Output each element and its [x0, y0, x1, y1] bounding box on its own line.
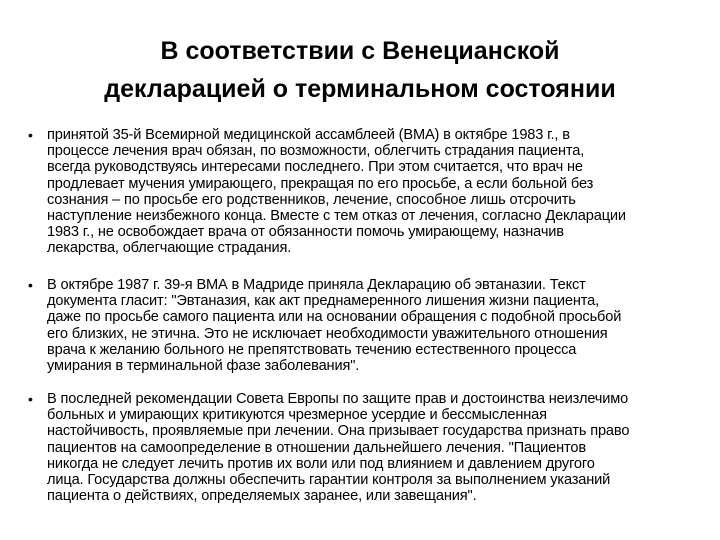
- paragraph-text: [47, 391, 629, 504]
- text-line: В октябре 1987 г. 39-я ВМА в Мадриде приняла Декларацию об эвтаназии. Текст: [47, 277, 586, 293]
- text-line: его близких, не этична. Это не исключает необходимости уважительного отношения: [47, 325, 608, 342]
- text-line: лица. Государства должны обеспечить гарантии контроля за выполнением указаний: [47, 472, 611, 489]
- bullet-icon: •: [28, 391, 33, 407]
- bullet-icon: •: [28, 127, 33, 143]
- text-line: настойчивость, проявляемые при лечении. Она призывает государства признать право: [47, 423, 630, 440]
- text-line: сознания – по просьбе его родственников, лечение, способное лишь отсрочить: [47, 191, 576, 208]
- paragraph-text: [47, 127, 626, 257]
- text-line: умирания в терминальной фазе заболевания".: [47, 358, 360, 375]
- text-line: никогда не следует лечить против их воли или под влиянием и давлением другого: [47, 455, 595, 472]
- text-line: 1983 г., не освобождает врача от обязанности помочь умирающему, назначив: [47, 224, 564, 241]
- text-line: продлевает мучения умирающего, прекращая по его просьбе, а если больной без: [47, 175, 594, 192]
- text-line: процессе лечения врач обязан, по возможности, облегчить страдания пациента,: [47, 143, 585, 160]
- text-line: В последней рекомендации Совета Европы по защите прав и достоинства неизлечимо: [47, 391, 629, 407]
- slide-title: [0, 32, 720, 108]
- text-line: врача к желанию больного не препятствовать течению естественного процесса: [47, 341, 577, 358]
- text-line: пациента о действиях, определяемых заранее, или завещания".: [47, 488, 477, 505]
- text-line: всегда руководствуясь интересами последнего. При этом считается, что врач не: [47, 159, 583, 176]
- text-line: наступление неизбежного конца. Вместе с тем отказ от лечения, согласно Декларации: [47, 208, 626, 225]
- bullet-icon: •: [28, 277, 33, 293]
- text-line: принятой 35-й Всемирной медицинской ассамблеей (ВМА) в октябре 1983 г., в: [47, 127, 570, 143]
- text-line: даже по просьбе самого пациента или на основании обращения с подобной просьбой: [47, 309, 622, 326]
- text-line: пациентов на самоопределение в отношении дальнейшего лечения. "Пациентов: [47, 439, 586, 456]
- title-line: В соответствии с Венецианской: [160, 37, 560, 65]
- text-line: документа гласит: "Эвтаназия, как акт преднамеренного лишения жизни пациента,: [47, 293, 600, 310]
- paragraph-text: [47, 277, 621, 374]
- text-line: больных и умирающих критикуются чрезмерное усердие и бессмысленная: [47, 407, 547, 424]
- text-line: лекарства, облегчающие страдания.: [47, 240, 292, 257]
- title-line: декларацией о терминальном состоянии: [104, 75, 616, 103]
